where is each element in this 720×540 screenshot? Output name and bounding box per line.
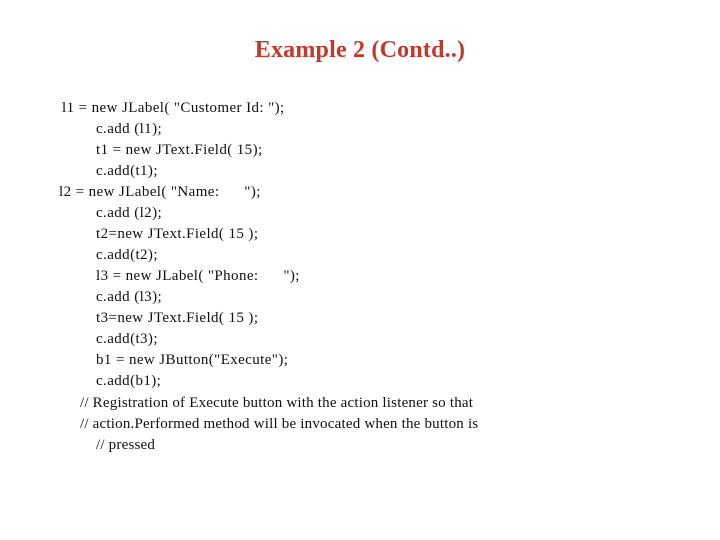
code-line-l3-label: l3 = new JLabel( "Phone: "); — [96, 268, 300, 284]
code-line-l1-label: l1 = new JLabel( "Customer Id: "); — [62, 100, 285, 116]
code-line-add-t3: c.add(t3); — [96, 331, 158, 347]
code-comment-action-performed: // action.Performed method will be invocated when the button is — [80, 416, 479, 432]
code-line-add-l3: c.add (l3); — [96, 289, 163, 305]
code-line-b1-button: b1 = new JButton("Execute"); — [96, 352, 289, 368]
code-line-add-b1: c.add(b1); — [96, 373, 162, 389]
code-comment-registration: // Registration of Execute button with the action listener so that — [80, 395, 474, 411]
code-line-t1-field: t1 = new JText.Field( 15); — [96, 142, 263, 158]
code-line-add-l1: c.add (l1); — [96, 121, 163, 137]
code-line-add-l2: c.add (l2); — [96, 205, 163, 221]
code-line-add-t2: c.add(t2); — [96, 247, 158, 263]
code-line-t2-field: t2=new JText.Field( 15 ); — [96, 226, 259, 242]
code-line-add-t1: c.add(t1); — [96, 163, 158, 179]
slide-title: Example 2 (Contd..) — [254, 37, 466, 63]
code-comment-pressed: // pressed — [96, 437, 156, 453]
code-line-t3-field: t3=new JText.Field( 15 ); — [96, 310, 259, 326]
code-line-l2-label: l2 = new JLabel( "Name: "); — [59, 184, 261, 200]
